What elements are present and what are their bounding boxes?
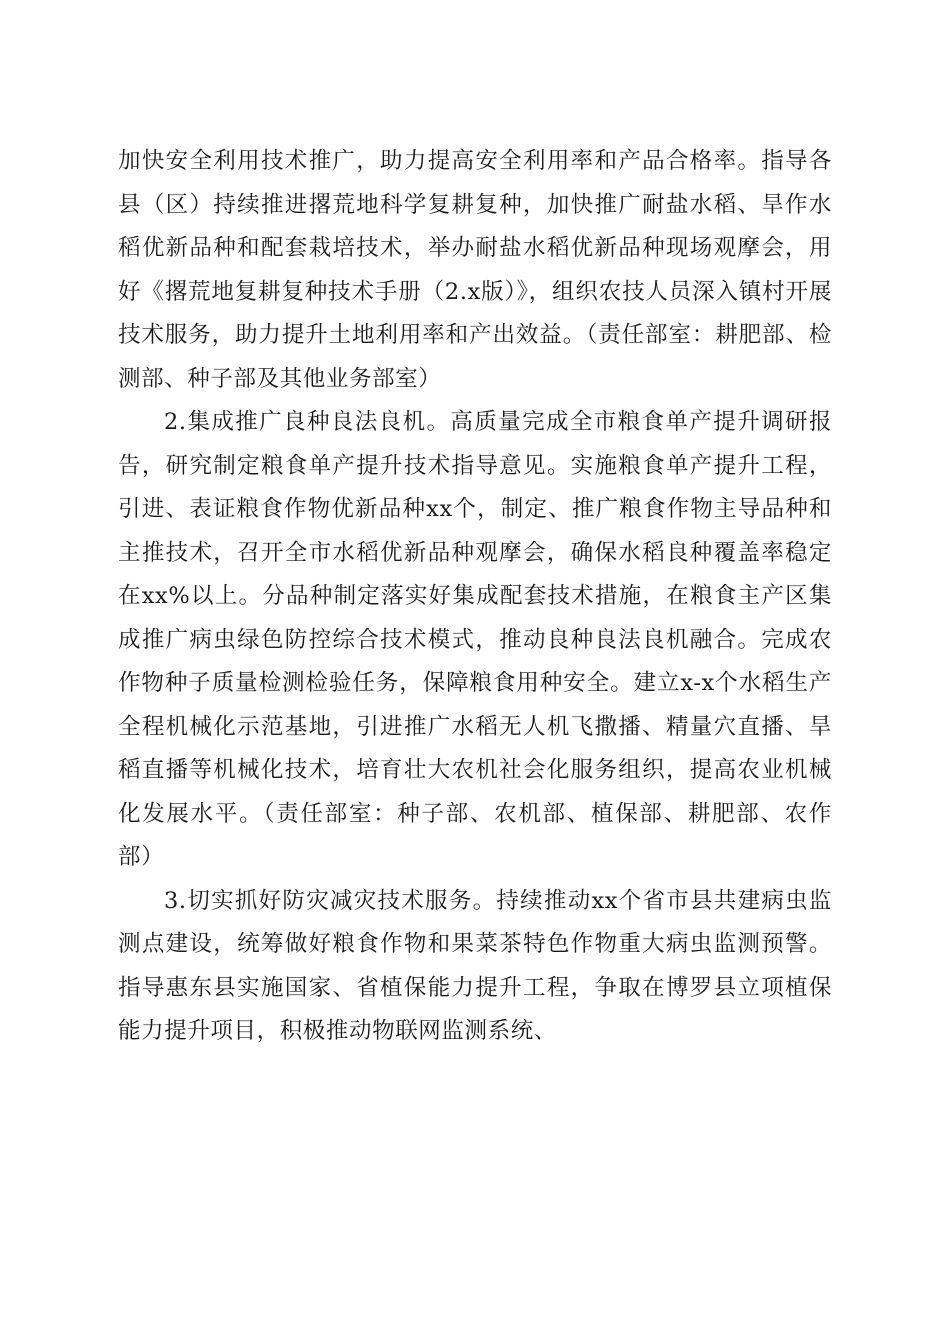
document-body (118, 140, 832, 1054)
paragraph-seeds-methods-machines: 2.集成推广良种良法良机。高质量完成全市粮食单产提升调研报告，研究制定粮食单产提升技术指导意见。实施粮食单产提升工程，引进、表证粮食作物优新品种xx个，制定、推广粮食作物主导品种和主推技术，召开全市水稻优新品种观摩会，确保水稻良种覆盖率稳定在xx%以上。分品种制定落实好集成配套技术措施，在粮食主产区集成推广病虫绿色防控综合技术模式，推动良种良法良机融合。完成农作物种子质量检测检验任务，保障粮食用种安全。建立x-x个水稻生产全程机械化示范基地，引进推广水稻无人机飞撒播、精量穴直播、旱稻直播等机械化技术，培育壮大农机社会化服务组织，提高农业机械化发展水平。（责任部室：种子部、农机部、植保部、耕肥部、农作部） (118, 409, 832, 870)
paragraph-disaster-prevention: 3.切实抓好防灾减灾技术服务。持续推动xx个省市县共建病虫监测点建设，统筹做好粮食作物和果菜茶特色作物重大病虫监测预警。指导惠东县实施国家、省植保能力提升工程，争取在博罗县立项植保能力提升项目，积极推动物联网监测系统、 (118, 887, 832, 1044)
paragraph-safe-utilization: 加快安全利用技术推广，助力提高安全利用率和产品合格率。指导各县（区）持续推进撂荒地科学复耕复种，加快推广耐盐水稻、旱作水稻优新品种和配套栽培技术，举办耐盐水稻优新品种现场观摩会，用好《撂荒地复耕复种技术手册（2.x版）》，组织农技人员深入镇村开展技术服务，助力提升土地利用率和产出效益。（责任部室：耕肥部、检测部、种子部及其他业务部室） (118, 148, 832, 392)
